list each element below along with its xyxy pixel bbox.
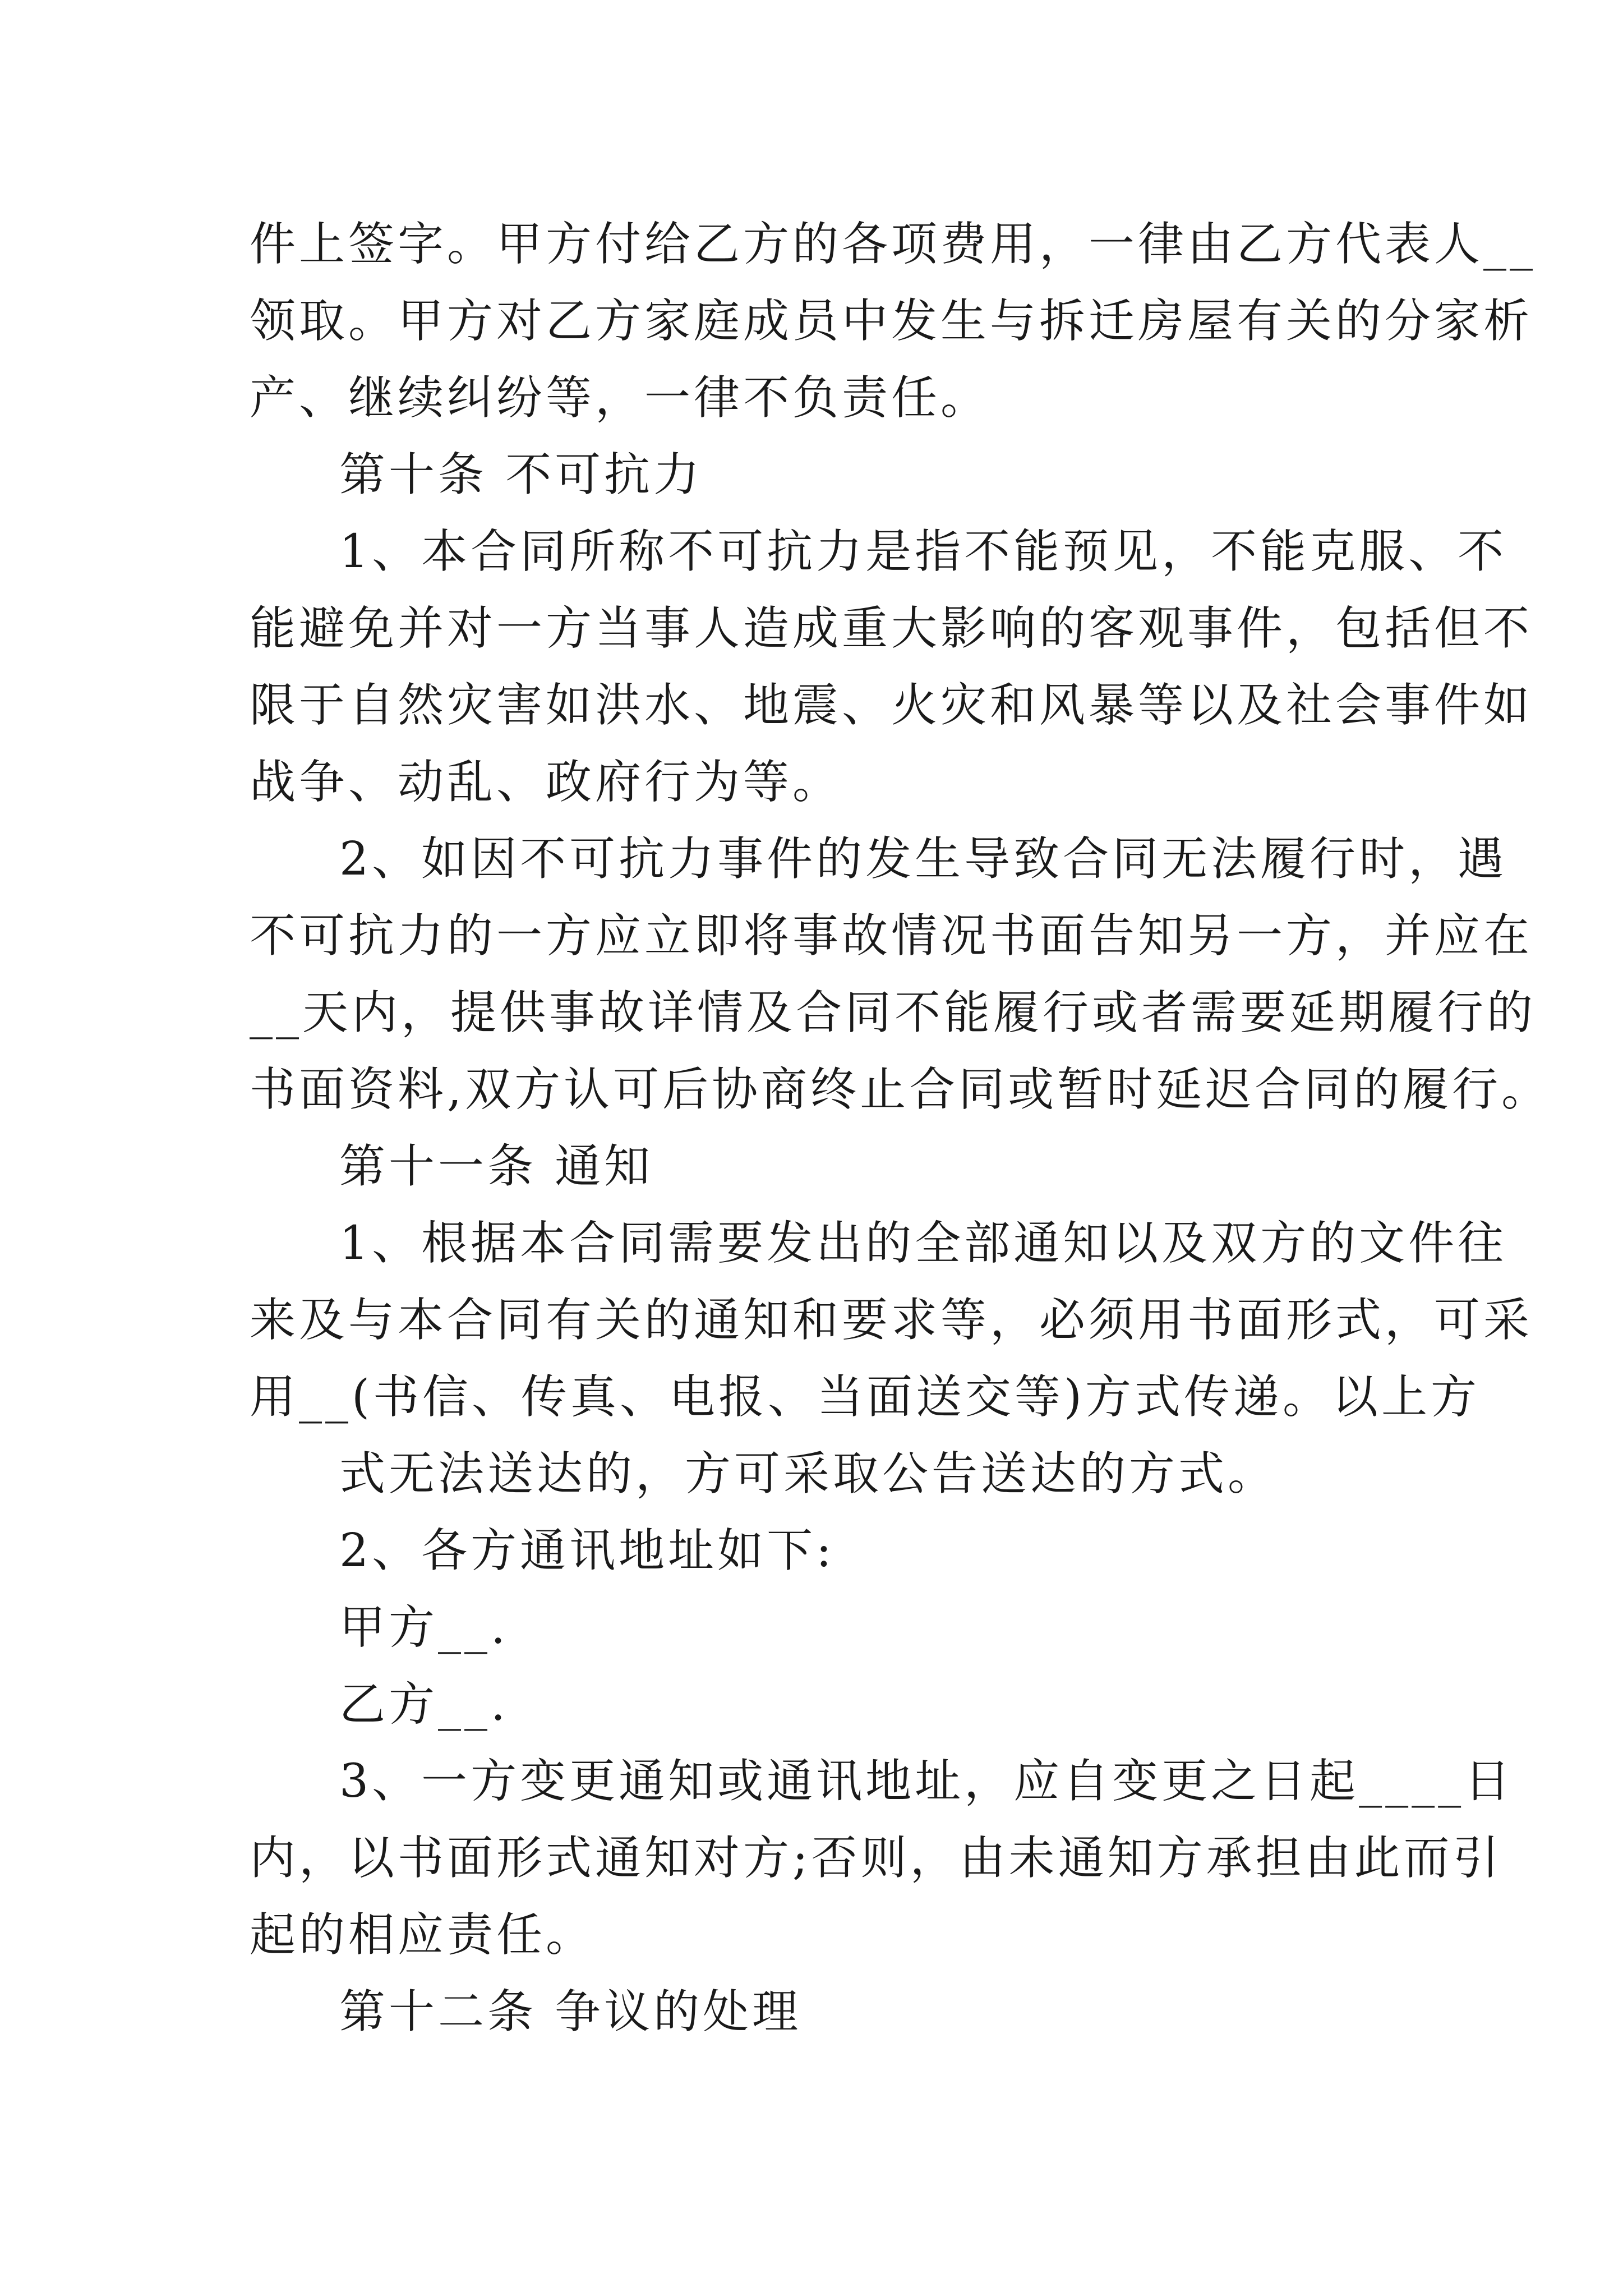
- section-heading: 第十一条 通知: [339, 1140, 654, 1193]
- text-line: __天内，提供事故详情及合同不能履行或者需要延期履行的: [250, 986, 1537, 1039]
- section-heading: 第十二条 争议的处理: [339, 1985, 802, 2039]
- text-line: 2、如因不可抗力事件的发生导致合同无法履行时，遇: [339, 832, 1507, 886]
- text-line: 甲方__.: [339, 1601, 509, 1654]
- text-line: 领取。甲方对乙方家庭成员中发生与拆迁房屋有关的分家析: [250, 295, 1533, 348]
- text-line: 3、一方变更通知或通讯地址，应自变更之日起____日: [339, 1755, 1514, 1808]
- text-line: 能避免并对一方当事人造成重大影响的客观事件，包括但不: [250, 602, 1533, 655]
- text-line: 2、各方通讯地址如下:: [339, 1524, 835, 1577]
- text-line: 乙方__.: [339, 1678, 509, 1731]
- text-line: 限于自然灾害如洪水、地震、火灾和风暴等以及社会事件如: [250, 679, 1533, 732]
- text-line: 起的相应责任。: [250, 1908, 596, 1962]
- text-line: 来及与本合同有关的通知和要求等，必须用书面形式，可采: [250, 1294, 1533, 1347]
- text-line: 不可抗力的一方应立即将事故情况书面告知另一方，并应在: [250, 909, 1533, 963]
- text-line: 用__(书信、传真、电报、当面送交等)方式传递。以上方: [250, 1370, 1480, 1424]
- text-line: 书面资料,双方认可后协商终止合同或暂时延迟合同的履行。: [250, 1063, 1551, 1116]
- text-line: 1、根据本合同需要发出的全部通知以及双方的文件往: [339, 1217, 1507, 1270]
- text-line: 件上签字。甲方付给乙方的各项费用，一律由乙方代表人__: [250, 218, 1537, 271]
- text-line: 式无法送达的，方可采取公告送达的方式。: [339, 1447, 1278, 1501]
- text-line: 战争、动乱、政府行为等。: [250, 756, 842, 809]
- text-line: 产、继续纠纷等，一律不负责任。: [250, 371, 990, 425]
- text-line: 1、本合同所称不可抗力是指不能预见，不能克服、不: [339, 525, 1507, 578]
- text-line: 内，以书面形式通知对方;否则，由未通知方承担由此而引: [250, 1832, 1502, 1885]
- section-heading: 第十条 不可抗力: [339, 448, 703, 501]
